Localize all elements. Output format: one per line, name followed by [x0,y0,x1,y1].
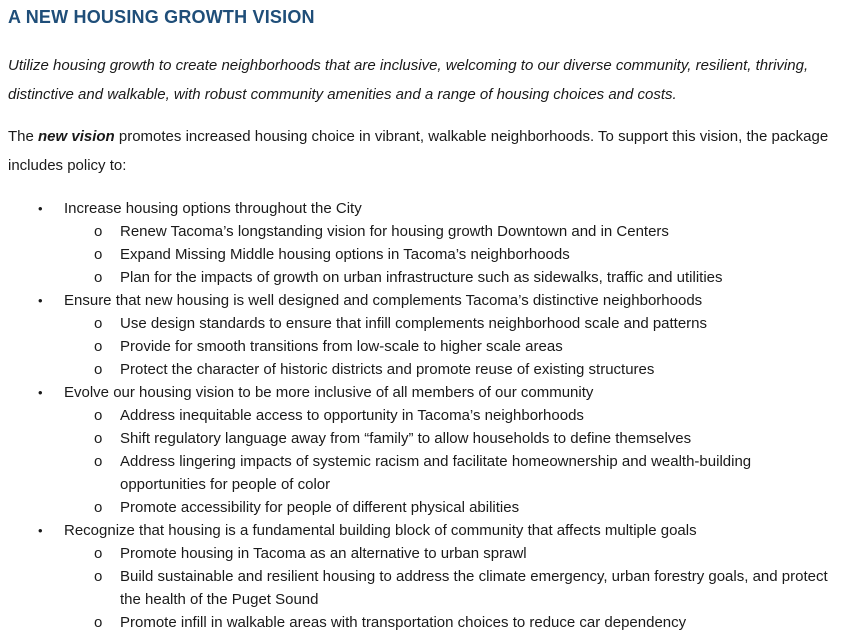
sub-bullet-item [8,611,831,634]
bullet-item [8,381,831,404]
page-title: A NEW HOUSING GROWTH VISION [8,7,315,27]
lead-emphasis: new vision [38,128,115,145]
sub-bullet-item [8,358,831,381]
bullet-text: Increase housing options throughout the City [64,200,362,217]
sub-bullet-text: Promote housing in Tacoma as an alternative to urban sprawl [120,545,527,562]
lead-prefix: The [8,128,39,145]
circle-marker-icon: o [94,269,103,286]
circle-marker-icon: o [94,568,103,585]
sub-bullet-text: Promote infill in walkable areas with transportation choices to reduce car dependency [120,614,687,631]
circle-marker-icon: o [94,614,103,631]
lead-suffix: promotes increased housing choice in vibrant, walkable neighborhoods. To support this vision, the package includes policy to: [8,128,829,174]
circle-marker-icon: o [94,430,103,447]
sub-bullet-item [8,335,831,358]
bullet-text: Recognize that housing is a fundamental building block of community that affects multiple goals [64,522,697,539]
bullet-text: Evolve our housing vision to be more inclusive of all members of our community [64,384,594,401]
circle-marker-icon: o [94,246,103,263]
circle-marker-icon: o [94,315,103,332]
sub-bullet-text: Address lingering impacts of systemic racism and facilitate homeownership and wealth-building opportunities for people of color [120,453,752,493]
circle-marker-icon: o [94,361,103,378]
sub-bullet-item [8,404,831,427]
sub-bullet-text: Shift regulatory language away from “family” to allow households to define themselves [120,430,692,447]
circle-marker-icon: o [94,453,103,470]
bullet-marker-icon: • [38,293,43,308]
lead-paragraph [8,122,831,180]
bullet-text: Ensure that new housing is well designed and complements Tacoma’s distinctive neighborhoods [64,292,703,309]
sub-bullet-item [8,496,831,519]
sub-bullet-item [8,542,831,565]
bullet-marker-icon: • [38,523,43,538]
sub-bullet-item [8,243,831,266]
sub-bullet-item [8,565,831,611]
circle-marker-icon: o [94,223,103,240]
bullet-item [8,289,831,312]
circle-marker-icon: o [94,407,103,424]
sub-bullet-item [8,427,831,450]
bullet-marker-icon: • [38,201,43,216]
sub-bullet-text: Plan for the impacts of growth on urban infrastructure such as sidewalks, traffic and utilities [120,269,723,286]
sub-bullet-item [8,220,831,243]
sub-bullet-text: Expand Missing Middle housing options in Tacoma’s neighborhoods [120,246,570,263]
vision-statement: Utilize housing growth to create neighborhoods that are inclusive, welcoming to our diverse community, resilient, thriving, distinctive and walkable, with robust community amenities and a range of housing choices and costs. [8,57,809,103]
circle-marker-icon: o [94,545,103,562]
bullet-item [8,197,831,220]
sub-bullet-text: Build sustainable and resilient housing to address the climate emergency, urban forestry goals, and protect the health of the Puget Sound [120,568,828,608]
bullet-item [8,519,831,542]
bullet-marker-icon: • [38,385,43,400]
sub-bullet-item [8,312,831,335]
sub-bullet-text: Promote accessibility for people of different physical abilities [120,499,520,516]
sub-bullet-item [8,450,831,496]
policy-bullet-list [8,197,831,634]
sub-bullet-text: Protect the character of historic districts and promote reuse of existing structures [120,361,655,378]
circle-marker-icon: o [94,499,103,516]
sub-bullet-text: Address inequitable access to opportunity in Tacoma’s neighborhoods [120,407,584,424]
circle-marker-icon: o [94,338,103,355]
sub-bullet-text: Provide for smooth transitions from low-scale to higher scale areas [120,338,563,355]
sub-bullet-text: Use design standards to ensure that infill complements neighborhood scale and patterns [120,315,708,332]
sub-bullet-item [8,266,831,289]
sub-bullet-text: Renew Tacoma’s longstanding vision for housing growth Downtown and in Centers [120,223,669,240]
